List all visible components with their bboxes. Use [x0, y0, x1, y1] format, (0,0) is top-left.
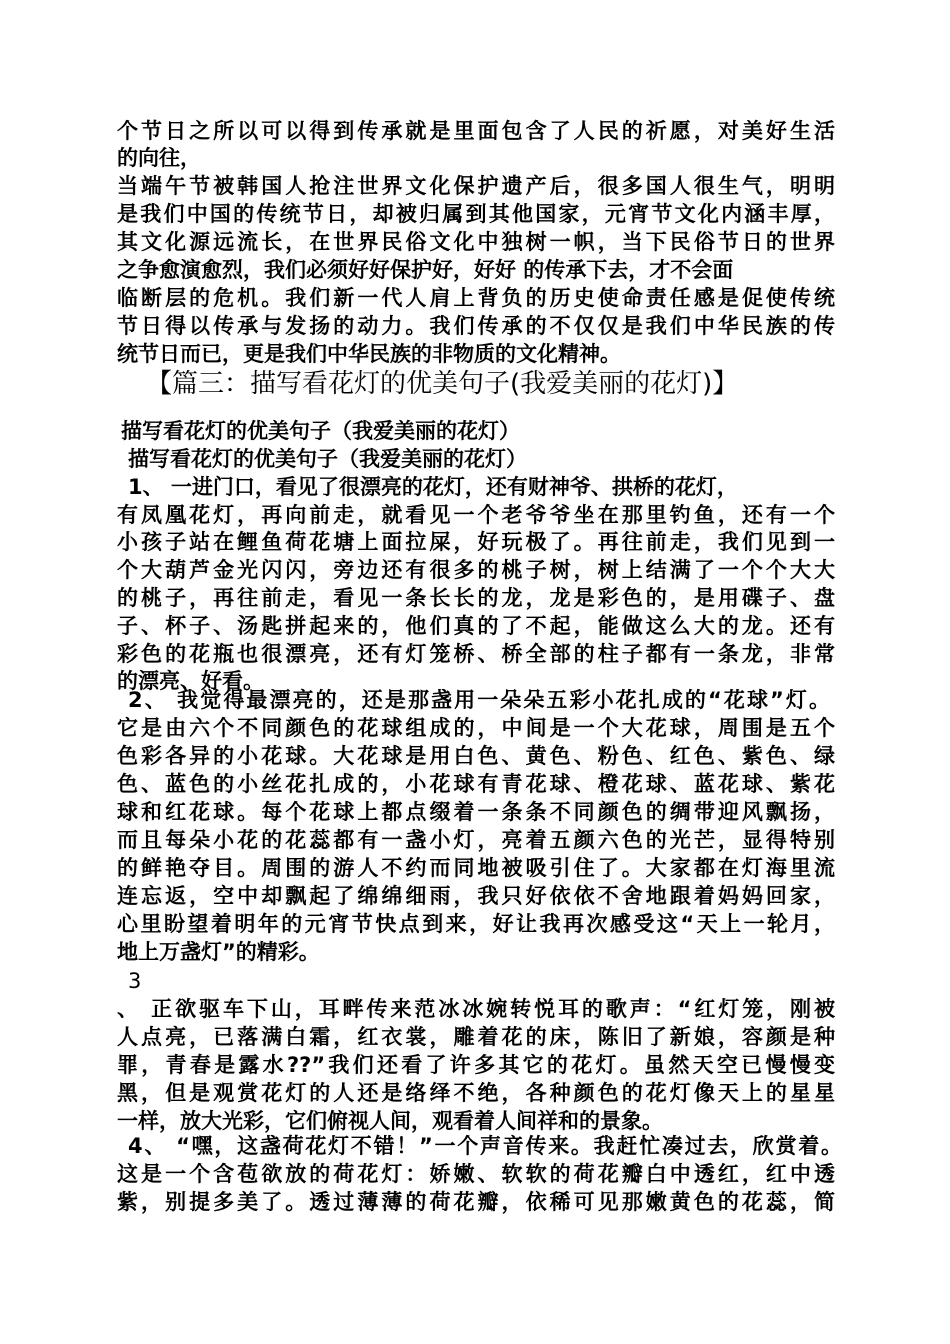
text-line: 是我们中国的传统节日，却被归属到其他国家，元宵节文化内涵丰厚，: [117, 202, 835, 226]
text-line: 而且每朵小花的花蕊都有一盏小灯，亮着五颜六色的光芒，显得特别: [117, 828, 835, 852]
text-line: 节日得以传承与发扬的动力。我们传承的不仅仅是我们中华民族的传: [117, 314, 835, 338]
text-line: 的桃子，再往前走，看见一条长长的龙，龙是彩色的，是用碟子、盘: [117, 586, 835, 610]
text-line: 当端午节被韩国人抢注世界文化保护遗产后，很多国人很生气，明明: [117, 174, 835, 198]
text-line: 地上万盏灯”的精彩。: [117, 940, 320, 964]
text-line: 它是由六个不同颜色的花球组成的，中间是一个大花球，周围是五个: [117, 716, 835, 740]
text-line: 小孩子站在鲤鱼荷花塘上面拉屎，好玩极了。再往前走，我们见到一: [117, 530, 835, 554]
text-line: 色、蓝色的小丝花扎成的，小花球有青花球、橙花球、蓝花球、紫花: [117, 772, 835, 796]
text-line: 有凤凰花灯，再向前走，就看见一个老爷爷坐在那里钓鱼，还有一个: [117, 503, 835, 527]
text-line: 球和红花球。每个花球上都点缀着一条条不同颜色的绸带迎风飘扬，: [117, 800, 835, 824]
section-heading: 【篇三：描写看花灯的优美句子(我爱美丽的花灯)】: [146, 369, 739, 399]
text-line: 统节日而已，更是我们中华民族的非物质的文化精神。: [117, 342, 621, 366]
text-line: 的漂亮、好看。: [117, 669, 264, 693]
text-line: 其文化源远流长，在世界民俗文化中独树一帜，当下民俗节日的世界: [117, 230, 835, 254]
text-line: 黑，但是观赏花灯的人还是络绎不绝，各种颜色的花灯像天上的星星: [117, 1081, 835, 1105]
text-line: 之争愈演愈烈，我们必须好好保护好，好好 的传承下去，才不会面: [117, 258, 734, 282]
text-line: 人点亮，已落满白霜，红衣裳，雕着花的床，陈旧了新娘，容颜是种: [117, 1025, 835, 1049]
text-line: 4、 “嘿，这盏荷花灯不错！”一个声音传来。我赶忙凑过去，欣赏着。: [128, 1134, 842, 1158]
text-line: 个节日之所以可以得到传承就是里面包含了人民的祈愿，对美好生活: [117, 119, 835, 143]
text-line: 的向往，: [117, 146, 201, 170]
text-line: 心里盼望着明年的元宵节快点到来，好让我再次感受这“天上一轮月，: [117, 912, 835, 936]
text-line: 的鲜艳夺目。周围的游人不约而同地被吸引住了。大家都在灯海里流: [117, 856, 835, 880]
text-line: 1、 一进门口，看见了很漂亮的花灯，还有财神爷、拱桥的花灯，: [128, 475, 738, 499]
text-line: 紫，别提多美了。透过薄薄的荷花瓣，依稀可见那嫩黄色的花蕊，简: [117, 1190, 835, 1214]
text-line: 这是一个含苞欲放的荷花灯：娇嫩、软软的荷花瓣白中透红，红中透: [117, 1162, 835, 1186]
subtitle: 描写看花灯的优美句子（我爱美丽的花灯）: [128, 447, 527, 471]
text-line: 个大葫芦金光闪闪，旁边还有很多的桃子树，树上结满了一个个大大: [117, 558, 835, 582]
text-line: 临断层的危机。我们新一代人肩上背负的历史使命责任感是促使传统: [117, 286, 835, 310]
paragraph-number: 3: [128, 969, 142, 993]
text-line: 色彩各异的小花球。大花球是用白色、黄色、粉色、红色、紫色、绿: [117, 744, 835, 768]
text-line: 子、杯子、汤匙拼起来的，他们真的了不起，能做这么大的龙。还有: [117, 614, 835, 638]
subtitle: 描写看花灯的优美句子（我爱美丽的花灯）: [121, 419, 520, 443]
text-line: 罪，青春是露水??”我们还看了许多其它的花灯。虽然天空已慢慢变: [117, 1053, 835, 1077]
text-line: 连忘返，空中却飘起了绵绵细雨，我只好依依不舍地跟着妈妈回家，: [117, 884, 835, 908]
text-line: 、 正欲驱车下山，耳畔传来范冰冰婉转悦耳的歌声：“红灯笼，刚被: [117, 997, 835, 1021]
text-line: 一样，放大光彩，它们俯视人间，观看着人间祥和的景象。: [117, 1109, 663, 1133]
text-line: 彩色的花瓶也很漂亮，还有灯笼桥、桥全部的柱子都有一条龙，非常: [117, 642, 835, 666]
text-line: 2、 我觉得最漂亮的，还是那盏用一朵朵五彩小花扎成的“花球”灯。: [128, 688, 830, 712]
